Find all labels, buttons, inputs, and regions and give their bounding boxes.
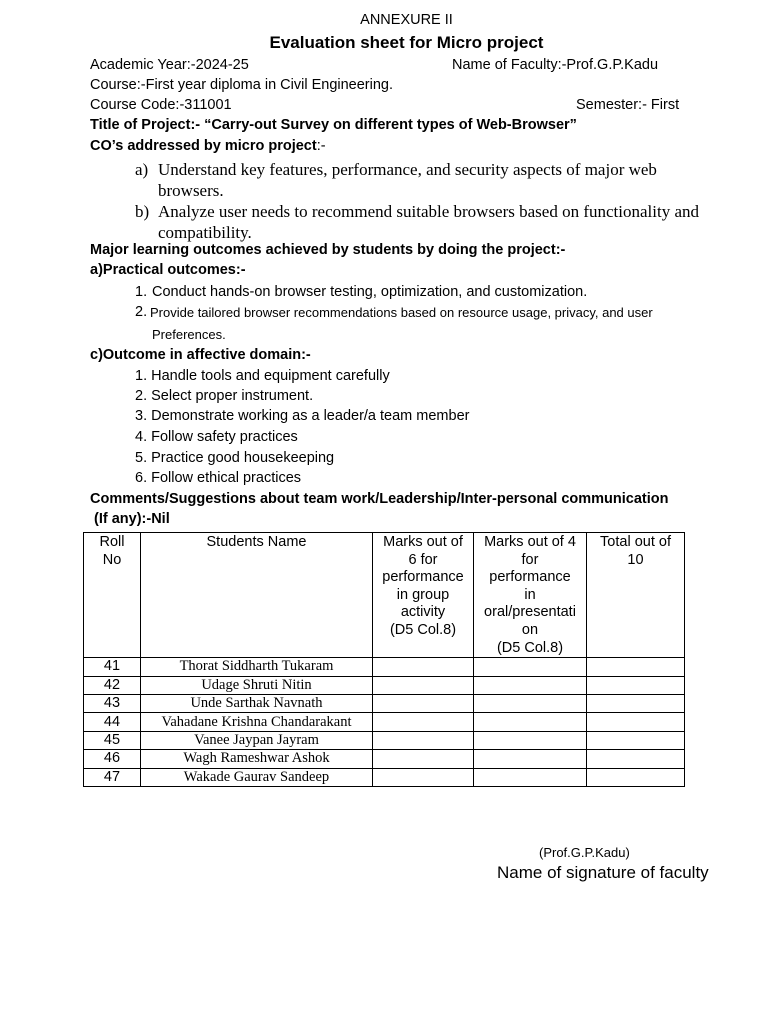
project-title <box>90 117 577 133</box>
affective-item-text: Handle tools and equipment carefully <box>151 368 390 384</box>
col-header-total: Total out of 10 <box>587 533 685 658</box>
roll-no-cell: 46 <box>84 750 141 768</box>
cos-heading-label: CO’s addressed by micro project <box>90 138 317 154</box>
major-outcomes-heading: Major learning outcomes achieved by students by doing the project:- <box>90 242 566 258</box>
table-row <box>84 694 685 712</box>
affective-item-num: 6. <box>135 470 148 486</box>
marks-4-cell <box>474 694 587 712</box>
student-name-cell: Wakade Gaurav Sandeep <box>141 768 373 786</box>
total-cell <box>587 676 685 694</box>
col-header-student-name: Students Name <box>141 533 373 658</box>
marks-6-cell <box>373 750 474 768</box>
cos-heading <box>90 138 326 154</box>
practical-item-text: Conduct hands-on browser testing, optimization, and customization. <box>152 284 588 300</box>
practical-outcomes-heading: a)Practical outcomes:- <box>90 262 246 278</box>
affective-item <box>135 450 334 466</box>
affective-item-text: Follow ethical practices <box>151 470 302 486</box>
affective-outcomes-heading: c)Outcome in affective domain:- <box>90 347 311 363</box>
total-cell <box>587 694 685 712</box>
roll-no-cell: 47 <box>84 768 141 786</box>
affective-item-text: Demonstrate working as a leader/a team member <box>151 408 470 424</box>
co-item-text: Understand key features, performance, and security aspects of major web <box>158 160 657 179</box>
comments-line-cont: (If any):-Nil <box>90 511 170 527</box>
faculty-signature-label: Name of signature of faculty <box>497 863 709 882</box>
marks-6-cell <box>373 768 474 786</box>
roll-no-cell: 45 <box>84 731 141 749</box>
marks-4-cell <box>474 676 587 694</box>
affective-item-num: 1. <box>135 368 148 384</box>
project-title-value: :- “Carry-out Survey on different types of Web-Browser” <box>190 117 577 133</box>
table-row <box>84 750 685 768</box>
project-title-label: Title of Project <box>90 117 191 133</box>
table-row <box>84 658 685 676</box>
page-title: Evaluation sheet for Micro project <box>269 33 544 52</box>
faculty-name: Name of Faculty:-Prof.G.P.Kadu <box>452 57 659 73</box>
student-name-cell: Vahadane Krishna Chandarakant <box>141 713 373 731</box>
table-row <box>84 676 685 694</box>
co-item-text-cont: browsers. <box>158 181 224 200</box>
total-cell <box>587 658 685 676</box>
table-row <box>84 731 685 749</box>
student-name-cell: Wagh Rameshwar Ashok <box>141 750 373 768</box>
roll-no-cell: 41 <box>84 658 141 676</box>
marks-4-cell <box>474 768 587 786</box>
faculty-signature-name: (Prof.G.P.Kadu) <box>539 845 630 860</box>
roll-no-cell: 42 <box>84 676 141 694</box>
table-header-row <box>84 533 685 658</box>
course-name: Course:-First year diploma in Civil Engineering. <box>90 77 394 93</box>
col-header-roll-no: Roll No <box>84 533 141 658</box>
affective-item <box>135 470 301 486</box>
student-name-cell: Vanee Jaypan Jayram <box>141 731 373 749</box>
student-name-cell: Udage Shruti Nitin <box>141 676 373 694</box>
marks-4-cell <box>474 713 587 731</box>
roll-no-cell: 44 <box>84 713 141 731</box>
marks-table <box>83 532 685 787</box>
affective-item <box>135 408 469 424</box>
comments-line: Comments/Suggestions about team work/Leadership/Inter-personal communication <box>90 491 669 507</box>
co-item-marker: a) <box>135 160 149 179</box>
practical-item-text: Provide tailored browser recommendations based on resource usage, privacy, and user <box>150 305 653 320</box>
col-header-marks-6: Marks out of 6 for performance in group activity (D5 Col.8) <box>373 533 474 658</box>
col-header-marks-4: Marks out of 4 for performance in oral/presentati on (D5 Col.8) <box>474 533 587 658</box>
co-item-marker: b) <box>135 202 150 221</box>
roll-no-cell: 43 <box>84 694 141 712</box>
affective-item-text: Follow safety practices <box>151 429 298 445</box>
student-name-cell: Thorat Siddharth Tukaram <box>141 658 373 676</box>
annexure-label: ANNEXURE II <box>360 12 453 28</box>
marks-6-cell <box>373 676 474 694</box>
cos-heading-suffix: :- <box>316 138 326 154</box>
practical-item-num: 2. <box>135 304 148 320</box>
academic-year: Academic Year:-2024-25 <box>90 57 249 73</box>
total-cell <box>587 713 685 731</box>
total-cell <box>587 768 685 786</box>
affective-item <box>135 368 390 384</box>
marks-6-cell <box>373 694 474 712</box>
affective-item-text: Practice good housekeeping <box>151 450 335 466</box>
marks-6-cell <box>373 713 474 731</box>
practical-item-num: 1. <box>135 284 148 300</box>
marks-6-cell <box>373 731 474 749</box>
total-cell <box>587 750 685 768</box>
table-row <box>84 768 685 786</box>
marks-6-cell <box>373 658 474 676</box>
course-code: Course Code:-311001 <box>90 97 232 113</box>
affective-item <box>135 429 298 445</box>
marks-4-cell <box>474 658 587 676</box>
affective-item-text: Select proper instrument. <box>151 388 314 404</box>
semester: Semester:- First <box>576 97 680 113</box>
co-item-text: Analyze user needs to recommend suitable browsers based on functionality and <box>158 202 700 221</box>
student-name-cell: Unde Sarthak Navnath <box>141 694 373 712</box>
affective-item-num: 3. <box>135 408 148 424</box>
marks-4-cell <box>474 750 587 768</box>
total-cell <box>587 731 685 749</box>
affective-item-num: 5. <box>135 450 148 466</box>
table-row <box>84 713 685 731</box>
affective-item-num: 2. <box>135 388 148 404</box>
practical-item-text-cont: Preferences. <box>152 327 226 342</box>
affective-item <box>135 388 313 404</box>
affective-item-num: 4. <box>135 429 148 445</box>
co-item-text-cont: compatibility. <box>158 223 252 242</box>
marks-4-cell <box>474 731 587 749</box>
